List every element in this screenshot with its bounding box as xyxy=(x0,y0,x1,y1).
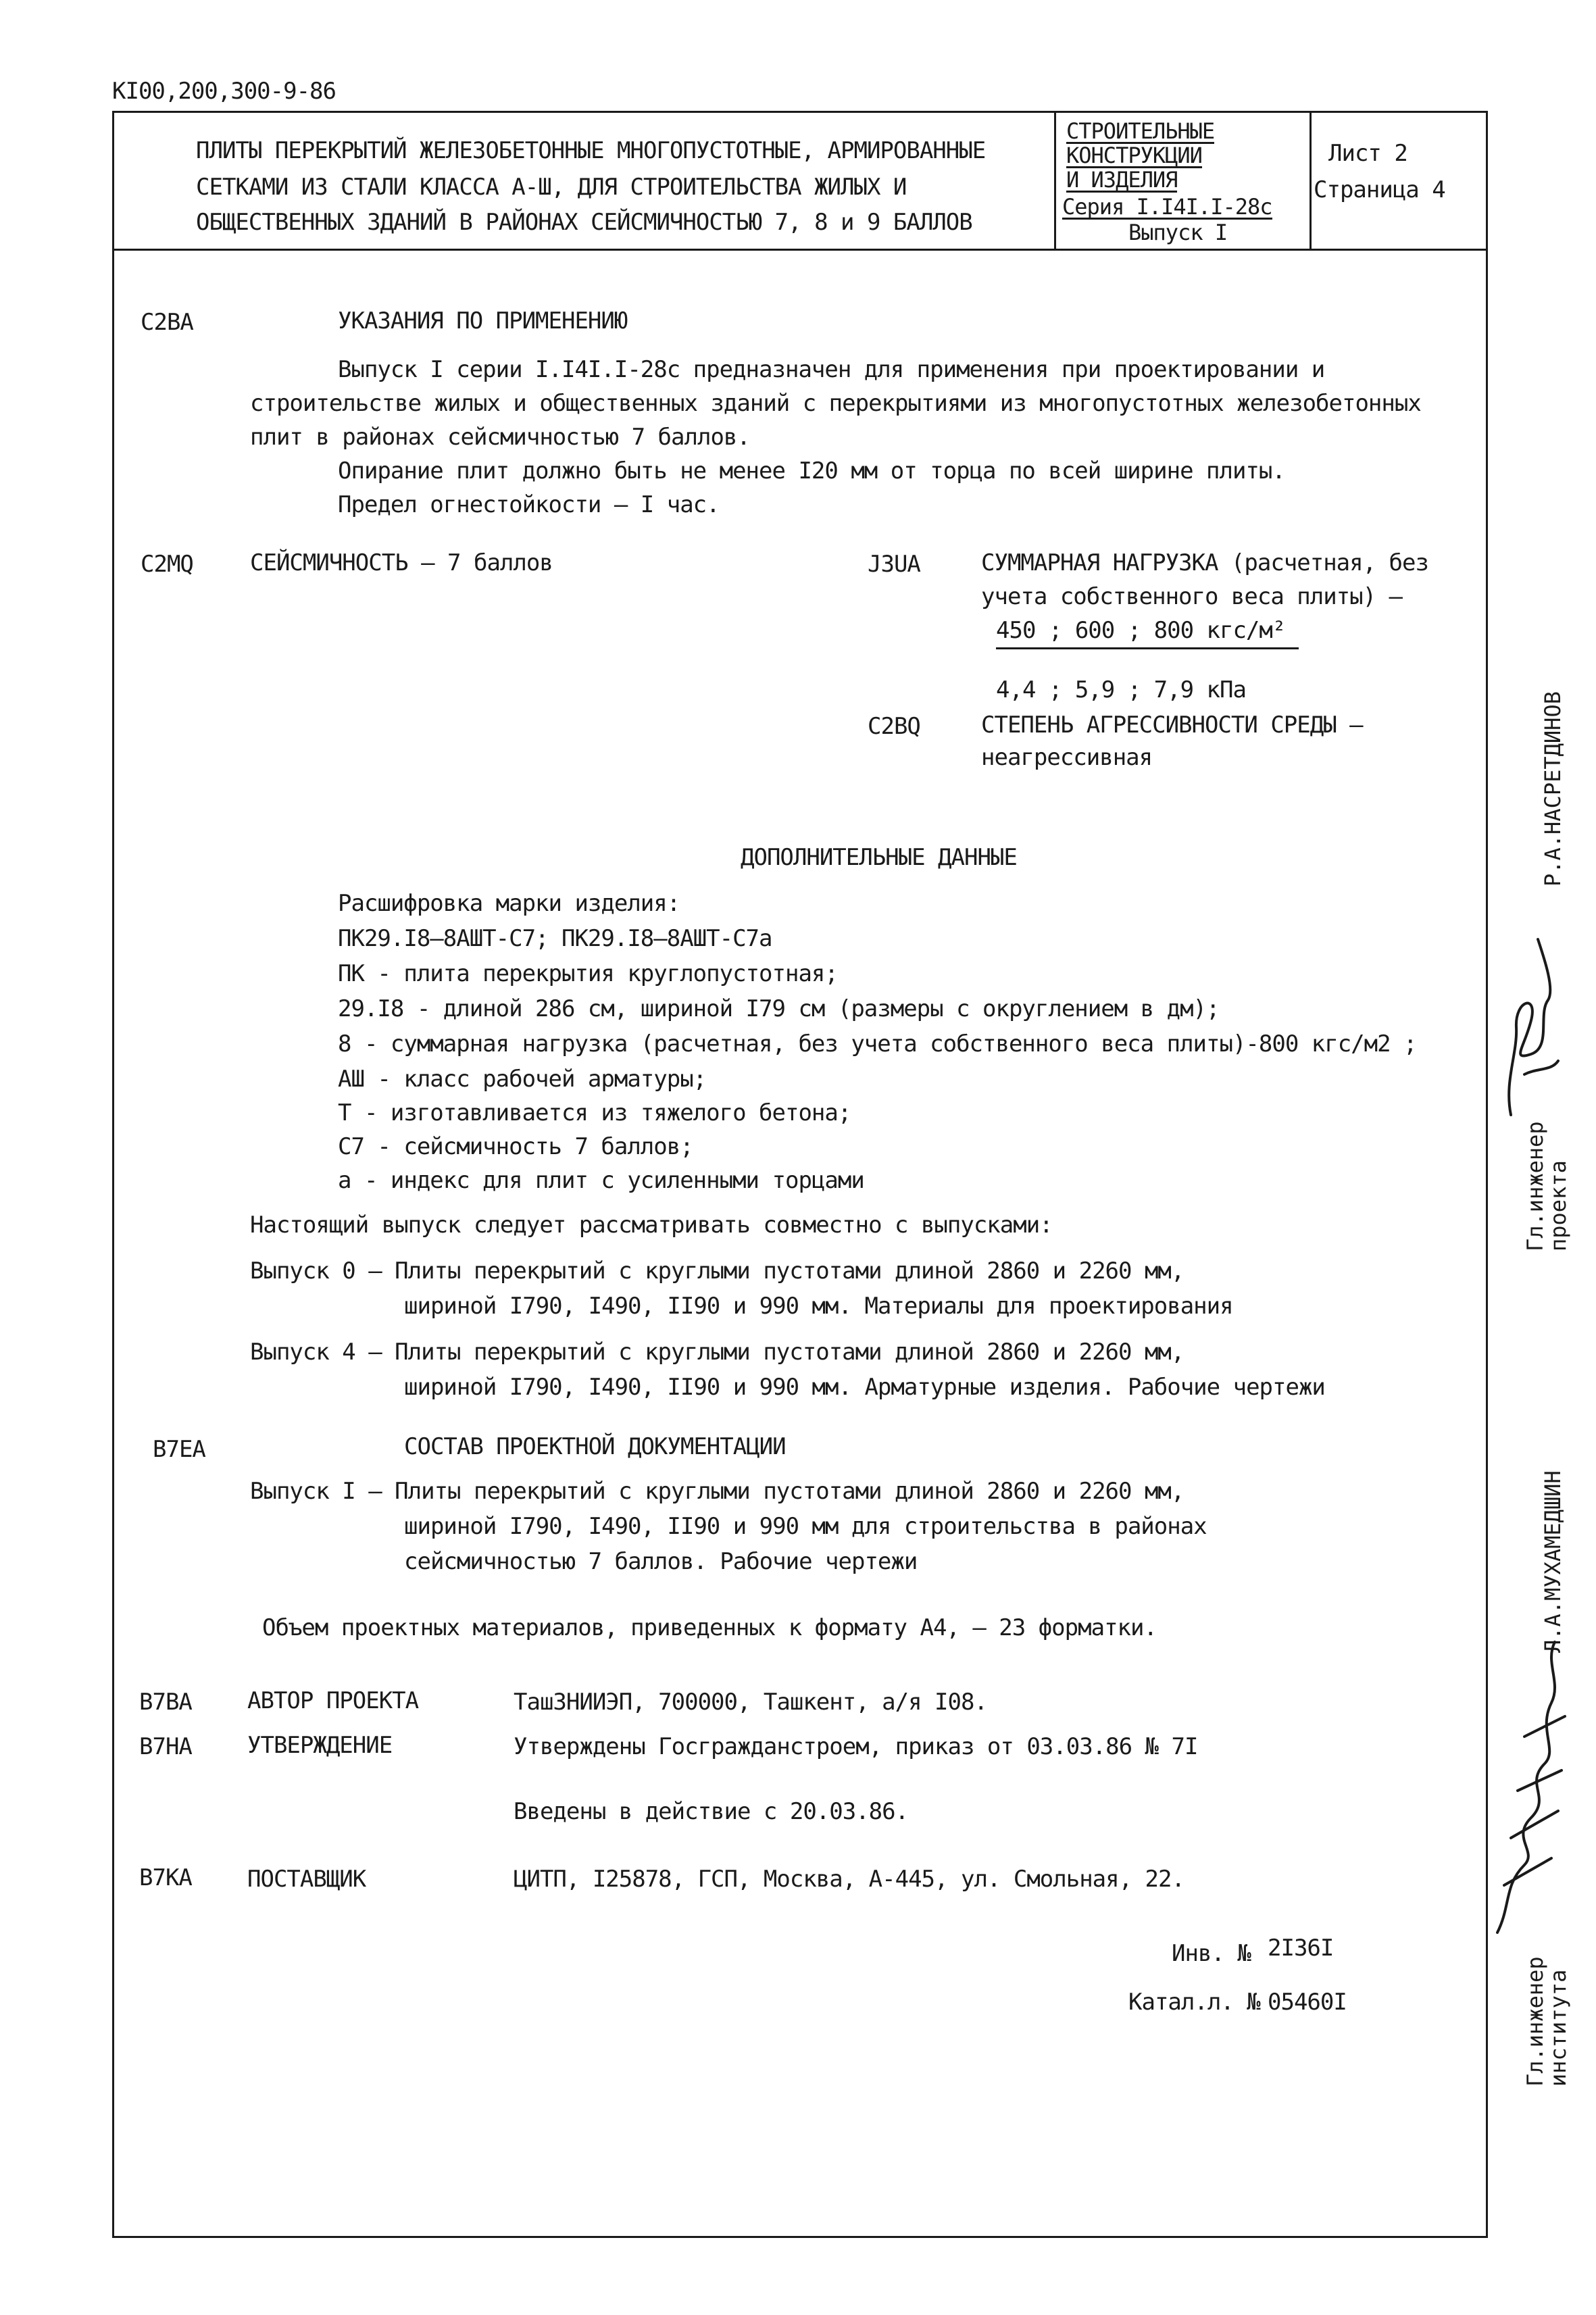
issue4-line-2: шириной I790, I490, II90 и 990 мм. Арматурные изделия. Рабочие чертежи xyxy=(404,1374,1325,1401)
seismic-code: С2МQ xyxy=(141,551,193,578)
author-value: ТашЗНИИЭП, 700000, Ташкент, а/я I08. xyxy=(514,1689,987,1716)
aggressive-line-2: неагрессивная xyxy=(981,744,1153,771)
seismic-text: СЕЙСМИЧНОСТЬ – 7 баллов xyxy=(250,549,553,576)
category-line-2: КОНСТРУКЦИИ xyxy=(1066,143,1202,168)
inventory-label: Инв. № xyxy=(1172,1940,1251,1967)
additional-line-4: 29.I8 - длиной 286 см, шириной I79 см (размеры с округлением в дм); xyxy=(338,995,1220,1022)
category-line-3: И ИЗДЕЛИЯ xyxy=(1066,167,1178,193)
supplier-code: В7КА xyxy=(139,1864,192,1891)
page-number: Страница 4 xyxy=(1314,176,1445,203)
approval-code: В7НА xyxy=(139,1733,192,1760)
header-divider xyxy=(112,249,1488,251)
additional-line-7: Т - изготавливается из тяжелого бетона; xyxy=(338,1099,851,1126)
composition-line-2: шириной I790, I490, II90 и 990 мм для строительства в районах xyxy=(404,1513,1207,1540)
margin-person-1: Р.А.НАСРЕТДИНОВ xyxy=(1540,691,1566,887)
usage-heading: УКАЗАНИЯ ПО ПРИМЕНЕНИЮ xyxy=(338,307,628,334)
title-line-1: ПЛИТЫ ПЕРЕКРЫТИЙ ЖЕЛЕЗОБЕТОННЫЕ МНОГОПУСТОТНЫЕ, АРМИРОВАННЫЕ xyxy=(196,137,986,164)
additional-line-1: Расшифровка марки изделия: xyxy=(338,890,680,917)
approval-value: Утверждены Госгражданстроем, приказ от 03.03.86 № 7I xyxy=(514,1733,1198,1760)
composition-code: В7ЕА xyxy=(153,1436,205,1463)
approval-label: УТВЕРЖДЕНИЕ xyxy=(247,1732,393,1759)
inventory-number: 2I36I xyxy=(1268,1935,1334,1962)
additional-line-9: а - индекс для плит с усиленными торцами xyxy=(338,1167,864,1194)
sheet-number: Лист 2 xyxy=(1328,140,1407,167)
load-line-2: учета собственного веса плиты) – xyxy=(981,583,1403,610)
author-code: В7ВА xyxy=(139,1689,192,1716)
composition-line-1: Выпуск I – Плиты перекрытий с круглыми пустотами длиной 2860 и 2260 мм, xyxy=(250,1478,1184,1505)
margin-role-1-line-2: проекта xyxy=(1545,1160,1571,1251)
usage-line-3: плит в районах сейсмичностью 7 баллов. xyxy=(250,424,750,451)
load-values-kpa: 4,4 ; 5,9 ; 7,9 кПа xyxy=(996,676,1246,703)
composition-line-3: сейсмичностью 7 баллов. Рабочие чертежи xyxy=(404,1548,918,1575)
usage-line-2: строительстве жилых и общественных зданий с перекрытиями из многопустотных железобетонных xyxy=(250,390,1421,417)
usage-code: С2ВА xyxy=(141,309,193,336)
header-divider-1 xyxy=(1054,111,1056,250)
author-label: АВТОР ПРОЕКТА xyxy=(247,1687,419,1714)
title-line-2: СЕТКАМИ ИЗ СТАЛИ КЛАССА А-Ш, ДЛЯ СТРОИТЕЛЬСТВА ЖИЛЫХ И xyxy=(196,174,907,201)
series-label: Серия I.I4I.I-28с xyxy=(1062,194,1272,220)
category-line-1: СТРОИТЕЛЬНЫЕ xyxy=(1066,118,1215,144)
supplier-value: ЦИТП, I25878, ГСП, Москва, А-445, ул. Смольная, 22. xyxy=(514,1866,1184,1893)
catalog-number: 05460I xyxy=(1268,1989,1347,2016)
additional-line-5: 8 - суммарная нагрузка (расчетная, без учета собственного веса плиты)-800 кгс/м2 ; xyxy=(338,1030,1417,1057)
load-line-1: СУММАРНАЯ НАГРУЗКА (расчетная, без xyxy=(981,549,1428,576)
additional-heading: ДОПОЛНИТЕЛЬНЫЕ ДАННЫЕ xyxy=(741,844,1017,871)
doc-code: КI00,200,300-9-86 xyxy=(112,78,336,105)
issue4-line-1: Выпуск 4 – Плиты перекрытий с круглыми пустотами длиной 2860 и 2260 мм, xyxy=(250,1339,1184,1366)
usage-line-1: Выпуск I серии I.I4I.I-28с предназначен для применения при проектировании и xyxy=(338,356,1325,383)
additional-line-8: С7 - сейсмичность 7 баллов; xyxy=(338,1133,693,1160)
margin-role-2-line-2: института xyxy=(1545,1969,1571,2087)
margin-role-1-line-1: Гл.инженер xyxy=(1522,1121,1548,1251)
composition-volume: Объем проектных материалов, приведенных к формату А4, – 23 форматки. xyxy=(262,1614,1157,1641)
title-line-3: ОБЩЕСТВЕННЫХ ЗДАНИЙ В РАЙОНАХ СЕЙСМИЧНОСТЬЮ 7, 8 и 9 БАЛЛОВ xyxy=(196,209,972,236)
approval-enacted: Введены в действие с 20.03.86. xyxy=(514,1798,909,1825)
header-divider-2 xyxy=(1310,111,1312,250)
signature-2 xyxy=(1484,1568,1578,1946)
issue0-line-2: шириной I790, I490, II90 и 990 мм. Материалы для проектирования xyxy=(404,1293,1233,1320)
issue-label: Выпуск I xyxy=(1128,220,1228,245)
additional-line-6: АШ - класс рабочей арматуры; xyxy=(338,1066,707,1093)
supplier-label: ПОСТАВЩИК xyxy=(247,1866,366,1893)
margin-role-2-line-1: Гл.инженер xyxy=(1522,1956,1548,2087)
joint-note: Настоящий выпуск следует рассматривать совместно с выпусками: xyxy=(250,1212,1053,1239)
load-code: J3UA xyxy=(868,551,920,578)
load-values-kgf: 450 ; 600 ; 800 кгс/м² xyxy=(996,619,1299,649)
issue0-line-1: Выпуск 0 – Плиты перекрытий с круглыми пустотами длиной 2860 и 2260 мм, xyxy=(250,1258,1184,1285)
signature-1 xyxy=(1491,919,1572,1122)
additional-line-3: ПК - плита перекрытия круглопустотная; xyxy=(338,960,838,987)
usage-line-5: Предел огнестойкости – I час. xyxy=(338,491,720,518)
aggressive-line-1: СТЕПЕНЬ АГРЕССИВНОСТИ СРЕДЫ – xyxy=(981,712,1363,739)
additional-line-2: ПК29.I8–8АШТ-С7; ПК29.I8–8АШТ-С7а xyxy=(338,925,772,952)
aggressive-code: С2ВQ xyxy=(868,713,920,740)
catalog-label: Катал.л. № xyxy=(1128,1989,1260,2016)
usage-line-4: Опирание плит должно быть не менее I20 мм от торца по всей ширине плиты. xyxy=(338,457,1285,484)
composition-heading: СОСТАВ ПРОЕКТНОЙ ДОКУМЕНТАЦИИ xyxy=(404,1433,786,1460)
margin-person-2: Л.А.МУХАМЕДШИН xyxy=(1540,1470,1566,1653)
